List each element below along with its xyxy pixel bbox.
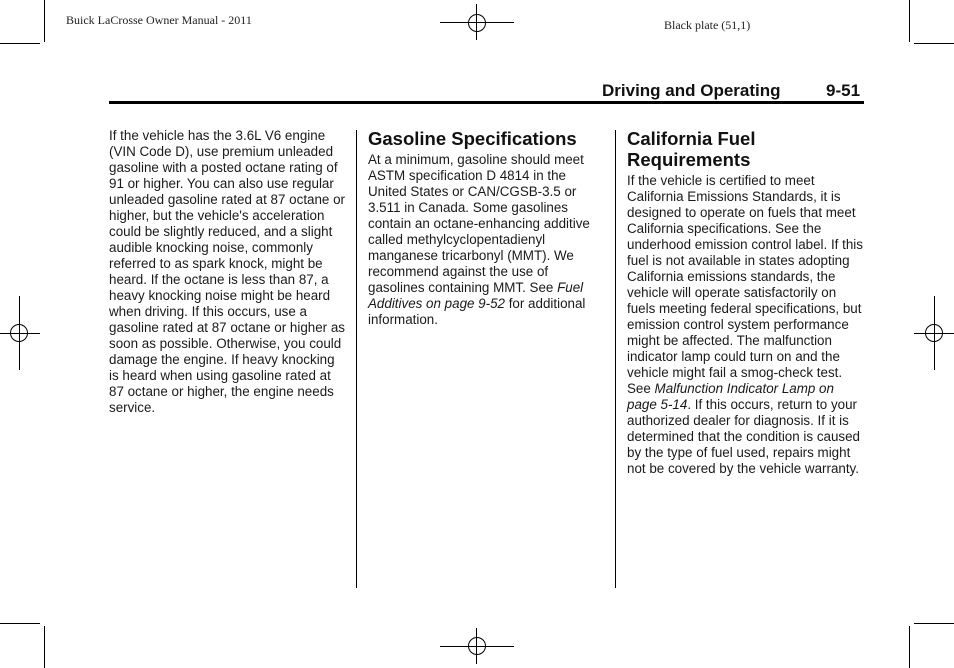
crop-mark xyxy=(0,43,40,44)
section-heading: California Fuel Requirements xyxy=(627,128,756,170)
body-text: If the vehicle is certified to meet California Emissions Standards, it is designed to operate on fuels that meet California specifications. See the underhood emission control label. If this fuel is not available in states adopting California emissions standards, the vehicle will operate satisfactorily on fuels meeting federal specifications, but emission control system performance might be affected. The malfunction indicator lamp could turn on and the vehicle might fail a smog-check test. See xyxy=(627,173,863,396)
column-divider xyxy=(356,130,357,588)
body-text: for additional information. xyxy=(368,296,586,327)
section-heading: Gasoline Specifications xyxy=(368,128,577,149)
crop-mark xyxy=(909,626,910,668)
registration-mark-bottom xyxy=(440,628,514,664)
registration-mark-top xyxy=(440,4,514,40)
page-number: 9-51 xyxy=(826,81,861,100)
column-2 xyxy=(368,128,606,328)
body-paragraph: If the vehicle has the 3.6L V6 engine (VIN Code D), use premium unleaded gasoline with a posted octane rating of 91 or higher. You can also use regular unleaded gasoline rated at 87 octane or higher, but the vehicle's acceleration could be slightly reduced, and a slight audible knocking noise, commonly referred to as spark knock, might be heard. If the octane is less than 87, a heavy knocking noise might be heard when driving. If this occurs, use a gasoline rated at 87 octane or higher as soon as possible. Otherwise, you could damage the engine. If heavy knocking is heard when using gasoline rated at 87 octane or higher, the engine needs service. xyxy=(109,128,346,415)
column-divider xyxy=(615,130,616,588)
body-paragraph xyxy=(627,173,867,477)
plate-left: Buick LaCrosse Owner Manual - 2011 xyxy=(66,13,252,27)
body-paragraph xyxy=(368,152,606,328)
crop-mark xyxy=(914,43,954,44)
registration-mark-right xyxy=(914,296,954,370)
column-1 xyxy=(109,128,347,416)
cross-reference-link[interactable]: Fuel Additives on page 9-52 xyxy=(368,280,584,311)
crop-mark xyxy=(909,0,910,42)
section-title: Driving and Operating xyxy=(602,81,781,100)
crop-mark xyxy=(0,623,40,624)
header-rule xyxy=(109,101,864,104)
body-text: . If this occurs, return to your authorized dealer for diagnosis. If it is determined that the condition is caused by the type of fuel used, repairs might not be covered by the vehicle warranty. xyxy=(627,397,860,476)
column-3 xyxy=(627,128,867,477)
crop-mark xyxy=(914,623,954,624)
body-text: At a minimum, gasoline should meet ASTM specification D 4814 in the United States or CAN/CGSB-3.5 or 3.511 in Canada. Some gasolines contain an octane-enhancing additive called methylcyclopentadienyl manganese tricarbonyl (MMT). We recommend against the use of gasolines containing MMT. See xyxy=(368,152,590,295)
cross-reference-link[interactable]: Malfunction Indicator Lamp on page 5-14 xyxy=(627,381,834,412)
registration-mark-left xyxy=(0,296,40,370)
crop-mark xyxy=(44,0,45,42)
plate-right: Black plate (51,1) xyxy=(664,18,751,32)
crop-mark xyxy=(44,626,45,668)
